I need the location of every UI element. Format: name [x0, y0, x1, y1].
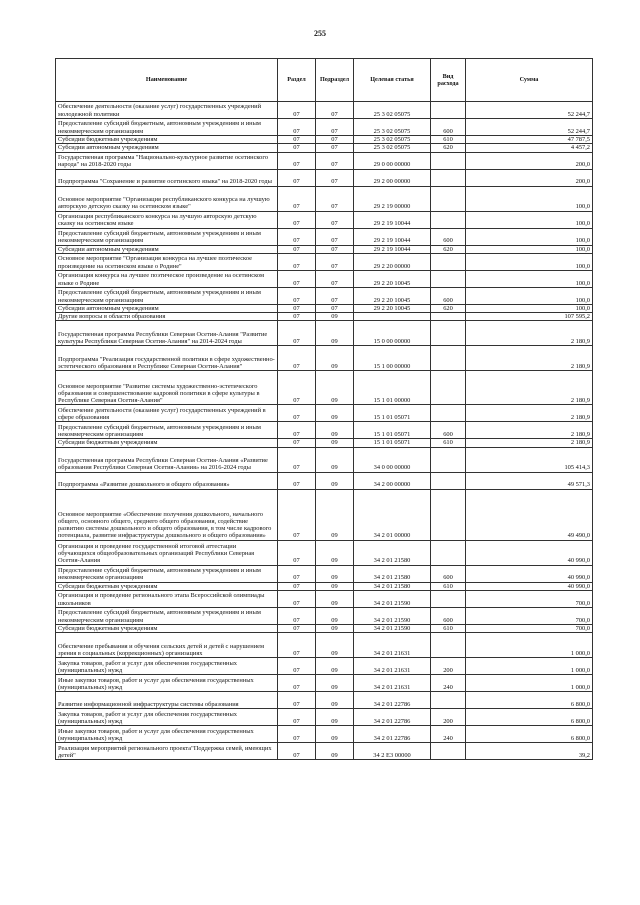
- cell-target-article: 25 3 02 05075: [354, 102, 431, 119]
- table-row: [56, 633, 593, 658]
- cell-name: Организация и проведение регионального этапа Всероссийской олимпиады школьников: [56, 591, 278, 608]
- cell-expense-type: [431, 633, 466, 658]
- cell-name: Предоставление субсидий бюджетным, автономным учреждениям и иным некоммерческим организациям: [56, 228, 278, 245]
- cell-expense-type: 600: [431, 565, 466, 582]
- cell-sum: 1 000,0: [466, 675, 593, 692]
- cell-name: Развитие информационной инфраструктуры системы образования: [56, 692, 278, 709]
- cell-podrazdel: 07: [316, 287, 354, 304]
- cell-podrazdel: 09: [316, 582, 354, 590]
- cell-expense-type: [431, 591, 466, 608]
- cell-razdel: 07: [278, 540, 316, 565]
- cell-target-article: 29 2 20 10045: [354, 304, 431, 312]
- table-row: [56, 472, 593, 489]
- cell-expense-type: [431, 253, 466, 270]
- cell-sum: 40 990,0: [466, 540, 593, 565]
- cell-name: Основное мероприятие "Организация конкурса на лучшее поэтическое произведение на осетинском языке о Родине": [56, 253, 278, 270]
- cell-razdel: 07: [278, 658, 316, 675]
- cell-sum: 700,0: [466, 591, 593, 608]
- cell-target-article: 15 1 01 05071: [354, 422, 431, 439]
- table-row: [56, 422, 593, 439]
- cell-name: Государственная программа Республики Северная Осетия-Алания "Развитие культуры Республики Северная Осетия-Алания" на 2014-2024 годы: [56, 321, 278, 346]
- cell-expense-type: [431, 371, 466, 405]
- cell-razdel: 07: [278, 565, 316, 582]
- table-body: [56, 102, 593, 760]
- cell-expense-type: 600: [431, 228, 466, 245]
- cell-razdel: 07: [278, 447, 316, 472]
- cell-expense-type: 610: [431, 439, 466, 447]
- cell-name: Государственная программа Республики Северная Осетия-Алания «Развитие образования Республики Северная Осетия-Алания» на 2016-2024 годы: [56, 447, 278, 472]
- table-header-row: [56, 59, 593, 102]
- cell-podrazdel: 07: [316, 186, 354, 211]
- table-row: [56, 709, 593, 726]
- cell-expense-type: 610: [431, 136, 466, 144]
- header-expense-type: Вид расхода: [431, 59, 466, 102]
- cell-expense-type: [431, 540, 466, 565]
- cell-target-article: 29 2 20 10045: [354, 287, 431, 304]
- cell-sum: 100,0: [466, 253, 593, 270]
- cell-podrazdel: 09: [316, 422, 354, 439]
- cell-target-article: 34 2 01 22786: [354, 726, 431, 743]
- cell-podrazdel: 09: [316, 439, 354, 447]
- cell-sum: 40 990,0: [466, 582, 593, 590]
- cell-razdel: 07: [278, 321, 316, 346]
- cell-expense-type: 610: [431, 625, 466, 633]
- cell-sum: 40 990,0: [466, 565, 593, 582]
- cell-sum: 2 180,9: [466, 321, 593, 346]
- cell-name: Подпрограмма "Сохранение и развитие осетинского языка" на 2018-2020 годы: [56, 169, 278, 186]
- cell-target-article: 25 3 02 05075: [354, 144, 431, 152]
- cell-target-article: 29 2 19 10044: [354, 245, 431, 253]
- header-razdel: Раздел: [278, 59, 316, 102]
- cell-razdel: 07: [278, 102, 316, 119]
- cell-razdel: 07: [278, 136, 316, 144]
- cell-name: Обеспечение пребывания и обучения сельских детей и детей с нарушением зрения в социальных (коррекционных) организациях: [56, 633, 278, 658]
- table-row: [56, 228, 593, 245]
- cell-target-article: 34 2 01 00000: [354, 489, 431, 540]
- budget-table: [55, 58, 593, 760]
- cell-name: Реализация мероприятий регионального проекта"Поддержка семей, имеющих детей": [56, 743, 278, 760]
- table-row: [56, 591, 593, 608]
- cell-target-article: 34 2 01 22786: [354, 709, 431, 726]
- cell-razdel: 07: [278, 228, 316, 245]
- cell-target-article: 15 1 00 00000: [354, 346, 431, 371]
- cell-podrazdel: 07: [316, 211, 354, 228]
- cell-razdel: 07: [278, 371, 316, 405]
- cell-razdel: 07: [278, 625, 316, 633]
- cell-sum: 107 595,2: [466, 313, 593, 321]
- cell-expense-type: [431, 102, 466, 119]
- cell-expense-type: 200: [431, 709, 466, 726]
- cell-name: Субсидии бюджетным учреждениям: [56, 582, 278, 590]
- cell-sum: 100,0: [466, 211, 593, 228]
- cell-name: Субсидии автономным учреждениям: [56, 144, 278, 152]
- cell-target-article: 29 0 00 00000: [354, 152, 431, 169]
- cell-podrazdel: 09: [316, 743, 354, 760]
- cell-sum: 47 787,5: [466, 136, 593, 144]
- cell-name: Организация конкурса на лучшее поэтическое произведение на осетинском языке о Родине: [56, 270, 278, 287]
- table-row: [56, 625, 593, 633]
- cell-name: Предоставление субсидий бюджетным, автономным учреждениям и иным некоммерческим организациям: [56, 287, 278, 304]
- table-row: [56, 287, 593, 304]
- header-sum: Сумма: [466, 59, 593, 102]
- cell-target-article: 34 2 01 21590: [354, 591, 431, 608]
- cell-sum: 100,0: [466, 245, 593, 253]
- cell-target-article: 15 1 01 05071: [354, 439, 431, 447]
- cell-target-article: 15 0 00 00000: [354, 321, 431, 346]
- page-number: 255: [314, 29, 326, 38]
- cell-sum: 2 180,9: [466, 405, 593, 422]
- table-row: [56, 743, 593, 760]
- cell-name: Предоставление субсидий бюджетным, автономным учреждениям и иным некоммерческим организациям: [56, 608, 278, 625]
- cell-sum: 1 000,0: [466, 633, 593, 658]
- table-row: [56, 582, 593, 590]
- cell-name: Иные закупки товаров, работ и услуг для обеспечения государственных (муниципальных) нужд: [56, 675, 278, 692]
- cell-expense-type: 600: [431, 119, 466, 136]
- table-row: [56, 102, 593, 119]
- cell-name: Основное мероприятие "Организация республиканского конкурса на лучшую авторскую детскую сказку на осетинском языке": [56, 186, 278, 211]
- cell-sum: 6 800,0: [466, 692, 593, 709]
- cell-razdel: 07: [278, 439, 316, 447]
- table-row: [56, 169, 593, 186]
- cell-razdel: 07: [278, 633, 316, 658]
- cell-expense-type: 240: [431, 675, 466, 692]
- cell-razdel: 07: [278, 709, 316, 726]
- cell-target-article: 34 2 01 21580: [354, 582, 431, 590]
- cell-razdel: 07: [278, 489, 316, 540]
- cell-podrazdel: 09: [316, 313, 354, 321]
- cell-podrazdel: 07: [316, 102, 354, 119]
- cell-name: Иные закупки товаров, работ и услуг для обеспечения государственных (муниципальных) нужд: [56, 726, 278, 743]
- header-target-article: Целевая статья: [354, 59, 431, 102]
- cell-expense-type: 240: [431, 726, 466, 743]
- cell-expense-type: 600: [431, 422, 466, 439]
- cell-name: Субсидии бюджетным учреждениям: [56, 136, 278, 144]
- cell-podrazdel: 09: [316, 346, 354, 371]
- cell-expense-type: 200: [431, 658, 466, 675]
- cell-name: Предоставление субсидий бюджетным, автономным учреждениям и иным некоммерческим организациям: [56, 119, 278, 136]
- cell-expense-type: [431, 270, 466, 287]
- table-row: [56, 245, 593, 253]
- cell-razdel: 07: [278, 245, 316, 253]
- cell-podrazdel: 09: [316, 565, 354, 582]
- cell-razdel: 07: [278, 591, 316, 608]
- table-row: [56, 304, 593, 312]
- cell-podrazdel: 09: [316, 540, 354, 565]
- table-row: [56, 270, 593, 287]
- cell-razdel: 07: [278, 186, 316, 211]
- cell-podrazdel: 07: [316, 228, 354, 245]
- cell-expense-type: 620: [431, 304, 466, 312]
- cell-name: Субсидии автономным учреждениям: [56, 304, 278, 312]
- cell-expense-type: [431, 472, 466, 489]
- cell-name: Другие вопросы в области образования: [56, 313, 278, 321]
- cell-name: Подпрограмма "Реализация государственной политики в сфере художественно-эстетического образования в Республике Северная Осетия-Алания": [56, 346, 278, 371]
- table-row: [56, 119, 593, 136]
- cell-target-article: 34 2 01 21631: [354, 633, 431, 658]
- cell-expense-type: 620: [431, 245, 466, 253]
- cell-expense-type: 600: [431, 608, 466, 625]
- cell-razdel: 07: [278, 743, 316, 760]
- cell-target-article: 29 2 20 10045: [354, 270, 431, 287]
- cell-podrazdel: 09: [316, 371, 354, 405]
- cell-expense-type: [431, 152, 466, 169]
- cell-sum: 105 414,3: [466, 447, 593, 472]
- cell-sum: 2 180,9: [466, 439, 593, 447]
- table-row: [56, 658, 593, 675]
- cell-sum: 100,0: [466, 186, 593, 211]
- cell-expense-type: [431, 447, 466, 472]
- cell-target-article: 34 2 00 00000: [354, 472, 431, 489]
- cell-sum: 49 571,3: [466, 472, 593, 489]
- cell-podrazdel: 09: [316, 675, 354, 692]
- cell-expense-type: [431, 186, 466, 211]
- cell-sum: 39,2: [466, 743, 593, 760]
- cell-sum: 100,0: [466, 287, 593, 304]
- cell-sum: 49 490,0: [466, 489, 593, 540]
- table-row: [56, 447, 593, 472]
- cell-target-article: 29 2 20 00000: [354, 253, 431, 270]
- cell-target-article: 34 2 01 21631: [354, 675, 431, 692]
- cell-sum: 52 244,7: [466, 102, 593, 119]
- table-row: [56, 346, 593, 371]
- cell-razdel: 07: [278, 405, 316, 422]
- table-row: [56, 565, 593, 582]
- cell-expense-type: [431, 692, 466, 709]
- cell-name: Обеспечение деятельности (оказание услуг) государственных учреждений молодежной политики: [56, 102, 278, 119]
- cell-podrazdel: 07: [316, 136, 354, 144]
- cell-podrazdel: 07: [316, 119, 354, 136]
- cell-target-article: [354, 313, 431, 321]
- table-row: [56, 211, 593, 228]
- cell-expense-type: [431, 346, 466, 371]
- table-row: [56, 136, 593, 144]
- cell-name: Организация республиканского конкурса на лучшую авторскую детскую сказку на осетинском языке: [56, 211, 278, 228]
- cell-podrazdel: 09: [316, 472, 354, 489]
- cell-razdel: 07: [278, 692, 316, 709]
- cell-expense-type: [431, 211, 466, 228]
- cell-target-article: 15 1 01 05071: [354, 405, 431, 422]
- table-row: [56, 540, 593, 565]
- table-row: [56, 144, 593, 152]
- cell-sum: 200,0: [466, 152, 593, 169]
- cell-name: Субсидии бюджетным учреждениям: [56, 625, 278, 633]
- cell-razdel: 07: [278, 119, 316, 136]
- cell-razdel: 07: [278, 144, 316, 152]
- cell-sum: 1 000,0: [466, 658, 593, 675]
- cell-name: Закупка товаров, работ и услуг для обеспечения государственных (муниципальных) нужд: [56, 658, 278, 675]
- cell-podrazdel: 09: [316, 608, 354, 625]
- cell-sum: 2 180,9: [466, 346, 593, 371]
- cell-podrazdel: 09: [316, 658, 354, 675]
- cell-razdel: 07: [278, 270, 316, 287]
- cell-target-article: 29 2 19 10044: [354, 228, 431, 245]
- header-podrazdel: Подраздел: [316, 59, 354, 102]
- cell-podrazdel: 07: [316, 169, 354, 186]
- cell-podrazdel: 09: [316, 692, 354, 709]
- cell-name: Субсидии автономным учреждениям: [56, 245, 278, 253]
- cell-target-article: 34 2 01 21580: [354, 565, 431, 582]
- cell-razdel: 07: [278, 346, 316, 371]
- table-row: [56, 371, 593, 405]
- cell-name: Подпрограмма «Развитие дошкольного и общего образования»: [56, 472, 278, 489]
- cell-name: Организация и проведение государственной итоговой аттестации обучающихся общеобразовательных организаций Республики Северная Осетия-Алания: [56, 540, 278, 565]
- header-name: Наименование: [56, 59, 278, 102]
- cell-expense-type: 620: [431, 144, 466, 152]
- cell-target-article: 29 2 19 10044: [354, 211, 431, 228]
- cell-podrazdel: 09: [316, 321, 354, 346]
- table-row: [56, 675, 593, 692]
- table-row: [56, 152, 593, 169]
- cell-razdel: 07: [278, 253, 316, 270]
- cell-podrazdel: 07: [316, 253, 354, 270]
- cell-razdel: 07: [278, 313, 316, 321]
- cell-razdel: 07: [278, 582, 316, 590]
- cell-name: Основное мероприятие «Обеспечение получения дошкольного, начального общего, основного общего, среднего общего образования, содействие развитию системы дошкольного и общего образования, в том числе кадрового потенциала, развитие инфраструктуры дошкольного и общего образования»: [56, 489, 278, 540]
- table-row: [56, 313, 593, 321]
- cell-expense-type: [431, 321, 466, 346]
- cell-razdel: 07: [278, 608, 316, 625]
- cell-expense-type: 600: [431, 287, 466, 304]
- table-row: [56, 692, 593, 709]
- cell-podrazdel: 07: [316, 152, 354, 169]
- cell-expense-type: [431, 169, 466, 186]
- cell-podrazdel: 07: [316, 270, 354, 287]
- cell-podrazdel: 09: [316, 591, 354, 608]
- cell-expense-type: [431, 313, 466, 321]
- cell-sum: 100,0: [466, 270, 593, 287]
- cell-razdel: 07: [278, 472, 316, 489]
- cell-podrazdel: 09: [316, 489, 354, 540]
- cell-name: Обеспечение деятельности (оказание услуг) государственных учреждений в сфере образования: [56, 405, 278, 422]
- cell-expense-type: [431, 405, 466, 422]
- cell-target-article: 34 2 01 21631: [354, 658, 431, 675]
- cell-sum: 2 180,9: [466, 422, 593, 439]
- table-row: [56, 489, 593, 540]
- cell-sum: 100,0: [466, 228, 593, 245]
- cell-razdel: 07: [278, 211, 316, 228]
- cell-razdel: 07: [278, 422, 316, 439]
- cell-name: Закупка товаров, работ и услуг для обеспечения государственных (муниципальных) нужд: [56, 709, 278, 726]
- table-row: [56, 608, 593, 625]
- cell-podrazdel: 09: [316, 625, 354, 633]
- cell-sum: 2 180,9: [466, 371, 593, 405]
- table-row: [56, 439, 593, 447]
- cell-expense-type: [431, 489, 466, 540]
- cell-name: Государственная программа "Национально-культурное развитие осетинского народа" на 2018-2020 годы: [56, 152, 278, 169]
- cell-sum: 700,0: [466, 625, 593, 633]
- cell-razdel: 07: [278, 726, 316, 743]
- table-row: [56, 186, 593, 211]
- cell-podrazdel: 07: [316, 304, 354, 312]
- cell-podrazdel: 07: [316, 245, 354, 253]
- cell-sum: 6 800,0: [466, 709, 593, 726]
- cell-target-article: 29 2 00 00000: [354, 169, 431, 186]
- cell-razdel: 07: [278, 169, 316, 186]
- cell-expense-type: [431, 743, 466, 760]
- cell-podrazdel: 09: [316, 726, 354, 743]
- cell-sum: 200,0: [466, 169, 593, 186]
- cell-target-article: 25 3 02 05075: [354, 119, 431, 136]
- table-row: [56, 321, 593, 346]
- cell-target-article: 34 0 00 00000: [354, 447, 431, 472]
- cell-target-article: 34 2 01 21590: [354, 625, 431, 633]
- cell-expense-type: 610: [431, 582, 466, 590]
- cell-name: Предоставление субсидий бюджетным, автономным учреждениям и иным некоммерческим организациям: [56, 565, 278, 582]
- cell-sum: 700,0: [466, 608, 593, 625]
- cell-target-article: 34 2 01 21580: [354, 540, 431, 565]
- cell-name: Основное мероприятие "Развитие системы художественно-эстетического образования и совершенствование кадровой политики в сфере культуры в Республике Северная Осетия-Алания": [56, 371, 278, 405]
- cell-target-article: 34 2 01 21590: [354, 608, 431, 625]
- cell-target-article: 25 3 02 05075: [354, 136, 431, 144]
- table-row: [56, 726, 593, 743]
- cell-sum: 4 457,2: [466, 144, 593, 152]
- cell-razdel: 07: [278, 675, 316, 692]
- cell-target-article: 29 2 19 00000: [354, 186, 431, 211]
- cell-podrazdel: 09: [316, 447, 354, 472]
- table-row: [56, 405, 593, 422]
- cell-sum: 52 244,7: [466, 119, 593, 136]
- cell-razdel: 07: [278, 152, 316, 169]
- cell-podrazdel: 09: [316, 633, 354, 658]
- cell-sum: 6 800,0: [466, 726, 593, 743]
- cell-podrazdel: 09: [316, 405, 354, 422]
- cell-podrazdel: 07: [316, 144, 354, 152]
- cell-podrazdel: 09: [316, 709, 354, 726]
- cell-razdel: 07: [278, 304, 316, 312]
- cell-target-article: 34 2 01 22786: [354, 692, 431, 709]
- cell-target-article: 34 2 E3 00000: [354, 743, 431, 760]
- cell-target-article: 15 1 01 00000: [354, 371, 431, 405]
- table-row: [56, 253, 593, 270]
- cell-sum: 100,0: [466, 304, 593, 312]
- cell-name: Субсидии бюджетным учреждениям: [56, 439, 278, 447]
- cell-name: Предоставление субсидий бюджетным, автономным учреждениям и иным некоммерческим организациям: [56, 422, 278, 439]
- cell-razdel: 07: [278, 287, 316, 304]
